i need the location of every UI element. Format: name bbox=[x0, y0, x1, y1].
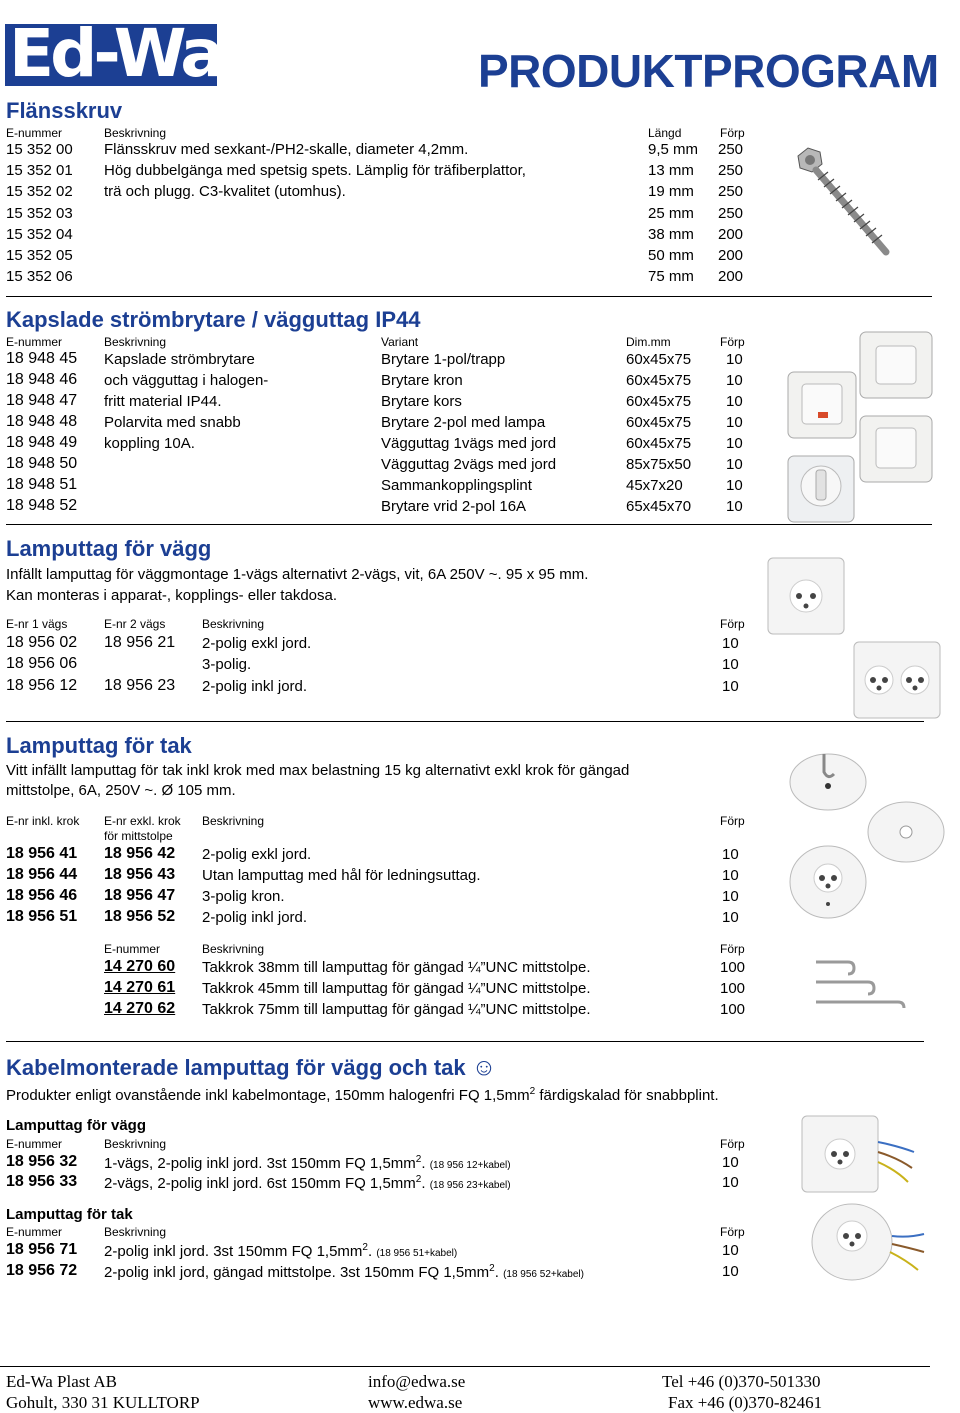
col-header: E-nr exkl. krok bbox=[104, 814, 181, 828]
col-header: E-nr 2 vägs bbox=[104, 617, 166, 631]
footer-divider bbox=[0, 1366, 930, 1367]
table-cell: Takkrok 38mm till lamputtag för gängad ¼”UNC mittstolpe. bbox=[202, 959, 591, 976]
table-cell: 19 mm bbox=[648, 183, 694, 200]
col-header: Beskrivning bbox=[104, 1225, 167, 1239]
table-cell bbox=[104, 1154, 511, 1172]
table-cell: 2-polig exkl jord. bbox=[202, 635, 312, 652]
table-cell bbox=[104, 1263, 584, 1281]
table-cell: 60x45x75 bbox=[626, 351, 692, 368]
divider bbox=[6, 524, 932, 525]
col-header: E-nummer bbox=[6, 1137, 63, 1151]
table-cell: 18 948 52 bbox=[6, 497, 78, 514]
table-cell: 10 bbox=[722, 1154, 739, 1171]
table-cell: 10 bbox=[722, 678, 739, 695]
table-cell: 60x45x75 bbox=[626, 414, 692, 431]
table-cell: Hög dubbelgänga med spetsig spets. Lämplig för träfiberplattor, bbox=[104, 162, 526, 179]
table-cell: 10 bbox=[726, 393, 743, 410]
table-cell: Utan lamputtag med hål för ledningsuttag. bbox=[202, 867, 481, 884]
section-description bbox=[6, 1086, 719, 1104]
table-cell: 10 bbox=[722, 888, 739, 905]
table-cell: 15 352 02 bbox=[6, 183, 73, 200]
table-cell: 18 956 71 bbox=[6, 1241, 78, 1258]
table-cell: 250 bbox=[718, 205, 744, 222]
ceiling-hook-image bbox=[788, 742, 868, 812]
table-cell: 10 bbox=[722, 1242, 739, 1259]
col-header: Dim.mm bbox=[626, 335, 671, 349]
smiley-icon: ☺ bbox=[471, 1054, 497, 1081]
table-cell: 100 bbox=[720, 980, 746, 997]
table-cell: 18 956 06 bbox=[6, 655, 78, 672]
table-cell: 18 956 47 bbox=[104, 887, 176, 904]
table-cell: 3-polig kron. bbox=[202, 888, 285, 905]
table-cell: 2-polig inkl jord. bbox=[202, 678, 308, 695]
cell-note: (18 956 12+kabel) bbox=[429, 1160, 511, 1171]
page-title: PRODUKTPROGRAM bbox=[478, 45, 939, 97]
table-cell: 100 bbox=[720, 1001, 746, 1018]
table-cell: 18 956 46 bbox=[6, 887, 78, 904]
table-cell: 14 270 62 bbox=[104, 1000, 176, 1017]
table-cell: 18 956 42 bbox=[104, 845, 176, 862]
table-cell: 18 956 12 bbox=[6, 677, 78, 694]
ip44-switches-image bbox=[780, 328, 940, 528]
table-cell: 10 bbox=[726, 435, 743, 452]
section-description: Vitt infällt lamputtag för tak inkl krok med max belastning 15 kg alternativt exkl krok för gängad bbox=[6, 762, 630, 779]
table-cell: Polarvita med snabb bbox=[104, 414, 241, 431]
ceiling-hooks-image bbox=[808, 954, 918, 1014]
wall-socket-2-image bbox=[852, 640, 942, 720]
table-cell: 10 bbox=[722, 635, 739, 652]
table-cell: Takkrok 45mm till lamputtag för gängad ¼”UNC mittstolpe. bbox=[202, 980, 591, 997]
table-cell: Brytare 2-pol med lampa bbox=[381, 414, 546, 431]
table-cell: Brytare 1-pol/trapp bbox=[381, 351, 506, 368]
table-cell: 10 bbox=[726, 351, 743, 368]
table-cell: 18 948 48 bbox=[6, 413, 78, 430]
col-header: Beskrivning bbox=[202, 814, 265, 828]
table-cell: 75 mm bbox=[648, 268, 694, 285]
table-cell: 18 948 47 bbox=[6, 392, 78, 409]
table-cell: Brytare vrid 2-pol 16A bbox=[381, 498, 527, 515]
col-header: Beskrivning bbox=[202, 942, 265, 956]
footer-web-link[interactable]: www.edwa.se bbox=[368, 1393, 463, 1412]
superscript: 2 bbox=[489, 1263, 495, 1274]
table-cell: 18 956 02 bbox=[6, 634, 78, 651]
table-cell: 60x45x75 bbox=[626, 372, 692, 389]
table-cell: 10 bbox=[726, 414, 743, 431]
col-header: E-nummer bbox=[6, 126, 63, 140]
cell-note: (18 956 51+kabel) bbox=[376, 1248, 458, 1259]
col-header: Förp bbox=[720, 1225, 745, 1239]
col-header: Variant bbox=[381, 335, 419, 349]
company-logo: Ed-Wa bbox=[5, 24, 217, 86]
table-cell: 18 956 44 bbox=[6, 866, 78, 883]
section-title-flansskruv: Flänsskruv bbox=[6, 98, 123, 123]
table-cell: 15 352 06 bbox=[6, 268, 73, 285]
table-cell: 2-polig exkl jord. bbox=[202, 846, 312, 863]
cell-text: . bbox=[494, 1264, 499, 1281]
cabled-ceiling-socket-image bbox=[808, 1196, 928, 1286]
section-description: Infällt lamputtag för väggmontage 1-vägs alternativt 2-vägs, vit, 6A 250V ~. 95 x 95 mm. bbox=[6, 566, 589, 583]
cell-text: . bbox=[367, 1243, 373, 1260]
cell-text: 1-vägs, 2-polig inkl jord. 3st 150mm FQ 1,5mm bbox=[104, 1155, 416, 1172]
section-description: Kan monteras i apparat-, kopplings- eller takdosa. bbox=[6, 587, 338, 604]
table-cell: 18 948 50 bbox=[6, 455, 78, 472]
table-cell: 18 956 72 bbox=[6, 1262, 78, 1279]
superscript: 2 bbox=[529, 1086, 536, 1097]
table-cell: 85x75x50 bbox=[626, 456, 692, 473]
ceiling-socket-hole-image bbox=[866, 796, 946, 866]
footer-email-link[interactable]: info@edwa.se bbox=[368, 1372, 466, 1391]
table-cell: 18 948 45 bbox=[6, 350, 78, 367]
section-title-lamputtag-tak: Lamputtag för tak bbox=[6, 733, 192, 758]
table-cell: 10 bbox=[722, 867, 739, 884]
divider bbox=[6, 721, 924, 722]
cell-text: . bbox=[421, 1175, 426, 1192]
section-title-lamputtag-vagg: Lamputtag för vägg bbox=[6, 536, 212, 561]
table-cell: Kapslade strömbrytare bbox=[104, 351, 255, 368]
table-cell: 250 bbox=[718, 162, 744, 179]
table-cell: 3-polig. bbox=[202, 656, 252, 673]
cell-note: (18 956 52+kabel) bbox=[503, 1269, 584, 1280]
subsection-title: Lamputtag för vägg bbox=[6, 1117, 147, 1134]
section-title-text: Kabelmonterade lamputtag för vägg och tak bbox=[6, 1055, 466, 1080]
table-cell: 38 mm bbox=[648, 226, 694, 243]
table-cell: 18 956 43 bbox=[104, 866, 176, 883]
superscript: 2 bbox=[415, 1154, 422, 1165]
cell-note: (18 956 23+kabel) bbox=[429, 1180, 511, 1191]
table-cell: 100 bbox=[720, 959, 746, 976]
table-cell: Sammankopplingsplint bbox=[381, 477, 532, 494]
table-cell: 10 bbox=[722, 1174, 739, 1191]
table-cell: 18 956 23 bbox=[104, 677, 176, 694]
table-cell: 2-polig inkl jord. bbox=[202, 909, 308, 926]
ceiling-socket-image bbox=[788, 842, 868, 922]
table-cell: 10 bbox=[726, 477, 743, 494]
col-header: Förp bbox=[720, 814, 745, 828]
table-cell: Vägguttag 2vägs med jord bbox=[381, 456, 557, 473]
col-header: E-nummer bbox=[6, 335, 63, 349]
table-cell: Flänsskruv med sexkant-/PH2-skalle, diameter 4,2mm. bbox=[104, 141, 469, 158]
col-header: Beskrivning bbox=[104, 335, 167, 349]
footer-fax: Fax +46 (0)370-82461 bbox=[668, 1393, 823, 1412]
table-cell: fritt material IP44. bbox=[104, 393, 222, 410]
col-header: Beskrivning bbox=[202, 617, 265, 631]
description-text: Produkter enligt ovanstående inkl kabelmontage, 150mm halogenfri FQ 1,5mm bbox=[6, 1087, 530, 1104]
cell-text: 2-vägs, 2-polig inkl jord. 6st 150mm FQ 1,5mm bbox=[104, 1175, 416, 1192]
table-cell: koppling 10A. bbox=[104, 435, 195, 452]
table-cell: 65x45x70 bbox=[626, 498, 692, 515]
table-cell: 15 352 03 bbox=[6, 205, 73, 222]
table-cell: 15 352 01 bbox=[6, 162, 73, 179]
table-cell: 9,5 mm bbox=[648, 141, 699, 158]
table-cell: 14 270 60 bbox=[104, 958, 176, 975]
table-cell: 60x45x75 bbox=[626, 393, 692, 410]
footer-company: Ed-Wa Plast AB bbox=[6, 1372, 118, 1391]
col-header: Förp bbox=[720, 617, 745, 631]
table-cell: Brytare kors bbox=[381, 393, 462, 410]
col-header: Förp bbox=[720, 1137, 745, 1151]
table-cell: 18 956 32 bbox=[6, 1153, 78, 1170]
table-cell: och vägguttag i halogen- bbox=[104, 372, 269, 389]
table-cell: 10 bbox=[722, 846, 739, 863]
description-text: färdigskalad för snabbplint. bbox=[535, 1087, 719, 1104]
table-cell bbox=[104, 1242, 457, 1260]
cell-text: . bbox=[421, 1155, 426, 1172]
col-header: Beskrivning bbox=[104, 1137, 167, 1151]
table-cell: 18 956 51 bbox=[6, 908, 78, 925]
table-cell: 10 bbox=[722, 656, 739, 673]
table-cell: 25 mm bbox=[648, 205, 694, 222]
table-cell: Vägguttag 1vägs med jord bbox=[381, 435, 557, 452]
col-header: Förp bbox=[720, 335, 745, 349]
table-cell: 15 352 00 bbox=[6, 141, 73, 158]
wall-socket-1-image bbox=[766, 556, 846, 636]
table-cell: 200 bbox=[718, 247, 744, 264]
cabled-wall-socket-image bbox=[798, 1112, 918, 1198]
table-cell: 60x45x75 bbox=[626, 435, 692, 452]
table-cell: trä och plugg. C3-kvalitet (utomhus). bbox=[104, 183, 346, 200]
col-header: för mittstolpe bbox=[104, 829, 173, 843]
table-cell: Takkrok 75mm till lamputtag för gängad ¼”UNC mittstolpe. bbox=[202, 1001, 591, 1018]
table-cell bbox=[104, 1174, 511, 1192]
table-cell: 15 352 04 bbox=[6, 226, 73, 243]
section-title-kapslade: Kapslade strömbrytare / vägguttag IP44 bbox=[6, 307, 421, 332]
table-cell: 10 bbox=[722, 1263, 739, 1280]
cell-text: 2-polig inkl jord. 3st 150mm FQ 1,5mm bbox=[104, 1243, 363, 1260]
col-header: E-nr inkl. krok bbox=[6, 814, 80, 828]
table-cell: 15 352 05 bbox=[6, 247, 73, 264]
table-cell: 10 bbox=[722, 909, 739, 926]
col-header: E-nr 1 vägs bbox=[6, 617, 68, 631]
table-cell: 18 948 51 bbox=[6, 476, 78, 493]
table-cell: 200 bbox=[718, 268, 744, 285]
footer-address: Gohult, 330 31 KULLTORP bbox=[6, 1393, 200, 1412]
table-cell: 18 948 46 bbox=[6, 371, 78, 388]
col-header: E-nummer bbox=[6, 1225, 63, 1239]
table-cell: 18 956 21 bbox=[104, 634, 176, 651]
table-cell: 14 270 61 bbox=[104, 979, 176, 996]
table-cell: 10 bbox=[726, 498, 743, 515]
table-cell: 45x7x20 bbox=[626, 477, 683, 494]
divider bbox=[6, 1041, 924, 1042]
table-cell: 250 bbox=[718, 141, 744, 158]
superscript: 2 bbox=[362, 1242, 368, 1253]
table-cell: 18 956 41 bbox=[6, 845, 78, 862]
subsection-title: Lamputtag för tak bbox=[6, 1206, 133, 1223]
table-cell: 18 956 52 bbox=[104, 908, 176, 925]
table-cell: 18 956 33 bbox=[6, 1173, 78, 1190]
table-cell: 50 mm bbox=[648, 247, 694, 264]
footer-tel: Tel +46 (0)370-501330 bbox=[662, 1372, 821, 1391]
table-cell: 13 mm bbox=[648, 162, 694, 179]
col-header: Förp bbox=[720, 126, 745, 140]
divider bbox=[6, 296, 932, 297]
table-cell: 10 bbox=[726, 372, 743, 389]
table-cell: 18 948 49 bbox=[6, 434, 78, 451]
col-header: E-nummer bbox=[104, 942, 161, 956]
col-header: Förp bbox=[720, 942, 745, 956]
col-header: Längd bbox=[648, 126, 682, 140]
col-header: Beskrivning bbox=[104, 126, 167, 140]
table-cell: 200 bbox=[718, 226, 744, 243]
section-description: mittstolpe, 6A, 250V ~. Ø 105 mm. bbox=[6, 782, 236, 799]
cell-text: 2-polig inkl jord, gängad mittstolpe. 3st 150mm FQ 1,5mm bbox=[104, 1264, 490, 1281]
table-cell: 10 bbox=[726, 456, 743, 473]
table-cell: Brytare kron bbox=[381, 372, 463, 389]
section-title-kabelmonterade bbox=[6, 1054, 496, 1082]
superscript: 2 bbox=[415, 1174, 422, 1185]
screw-image bbox=[790, 140, 900, 260]
table-cell: 250 bbox=[718, 183, 744, 200]
